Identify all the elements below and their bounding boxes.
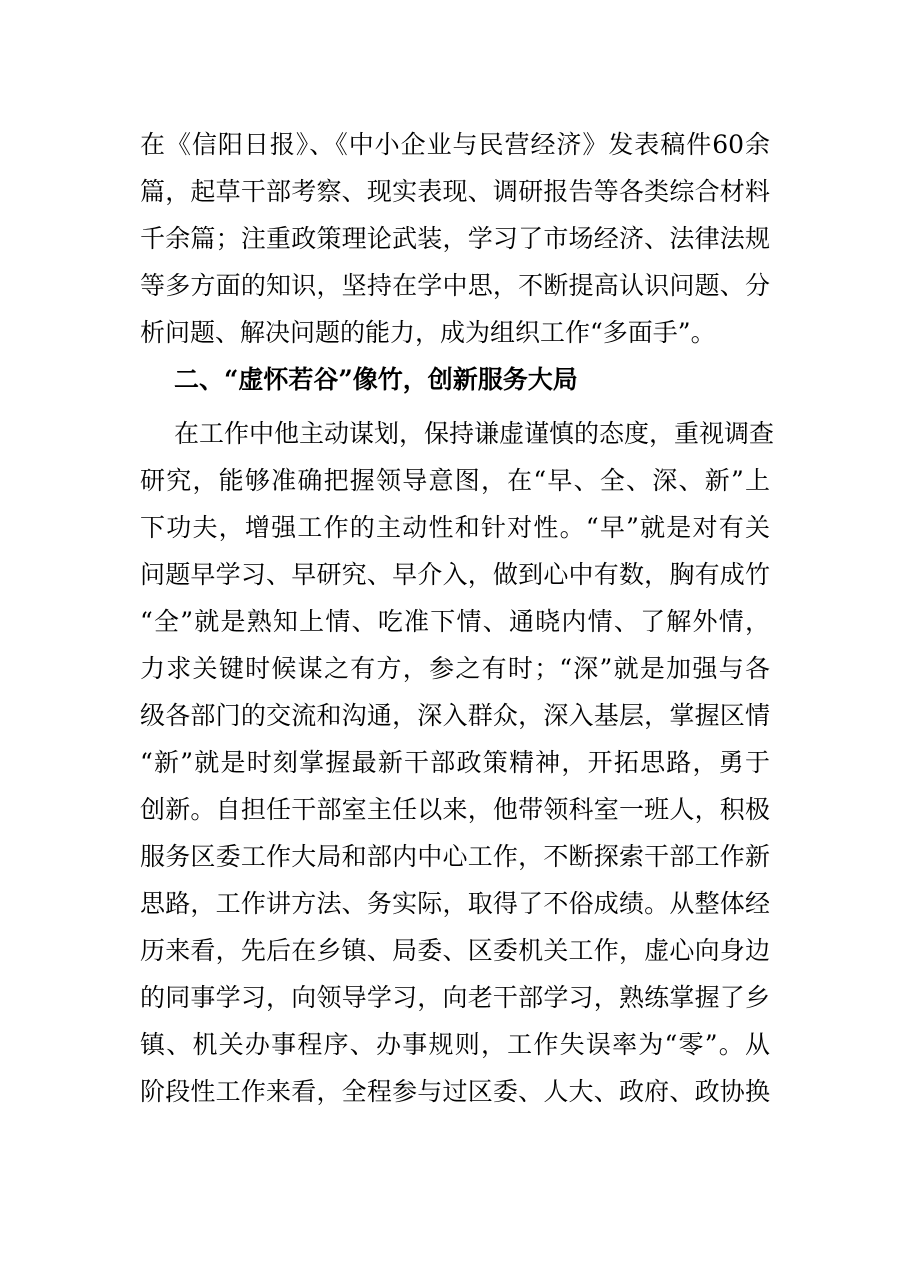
body-text-line: 阶段性工作来看，全程参与过区委、人大、政府、政协换 [140, 1077, 770, 1106]
body-text-line: 千余篇；注重政策理论武装，学习了市场经济、法律法规 [140, 224, 770, 253]
body-text-line: 级各部门的交流和沟通，深入群众，深入基层，掌握区情 [140, 701, 770, 730]
body-text-line: 在工作中他主动谋划，保持谦虚谨慎的态度，重视调查 [174, 419, 775, 448]
body-text-line: 问题早学习、早研究、早介入，做到心中有数，胸有成竹 [140, 560, 770, 589]
body-text-line: 在《信阳日报》、《中小企业与民营经济》发表稿件60余 [140, 130, 770, 159]
body-text-line: 创新。自担任干部室主任以来，他带领科室一班人，积极 [140, 795, 770, 824]
body-text-line: 析问题、解决问题的能力，成为组织工作“多面手”。 [140, 318, 716, 347]
body-text-line: 研究，能够准确把握领导意图，在“早、全、深、新”上 [140, 466, 770, 495]
body-text-line: 等多方面的知识，坚持在学中思，不断提高认识问题、分 [140, 271, 770, 300]
body-text-line: 镇、机关办事程序、办事规则，工作失误率为“零”。从 [140, 1030, 770, 1059]
body-text-line: “新”就是时刻掌握最新干部政策精神，开拓思路，勇于 [140, 748, 770, 777]
body-text-line: “全”就是熟知上情、吃准下情、通晓内情、了解外情， [140, 607, 770, 636]
body-text-line: 思路，工作讲方法、务实际，取得了不俗成绩。从整体经 [140, 889, 770, 918]
section-heading: 二、“虚怀若谷”像竹，创新服务大局 [174, 365, 578, 394]
body-text-line: 篇，起草干部考察、现实表现、调研报告等各类综合材料 [140, 177, 770, 206]
body-text-line: 的同事学习，向领导学习，向老干部学习，熟练掌握了乡 [140, 983, 770, 1012]
body-text-line: 下功夫，增强工作的主动性和针对性。“早”就是对有关 [140, 513, 770, 542]
body-text-line: 力求关键时候谋之有方，参之有时；“深”就是加强与各 [140, 654, 770, 683]
body-text-line: 历来看，先后在乡镇、局委、区委机关工作，虚心向身边 [140, 936, 770, 965]
body-text-line: 服务区委工作大局和部内中心工作，不断探索干部工作新 [140, 842, 770, 871]
